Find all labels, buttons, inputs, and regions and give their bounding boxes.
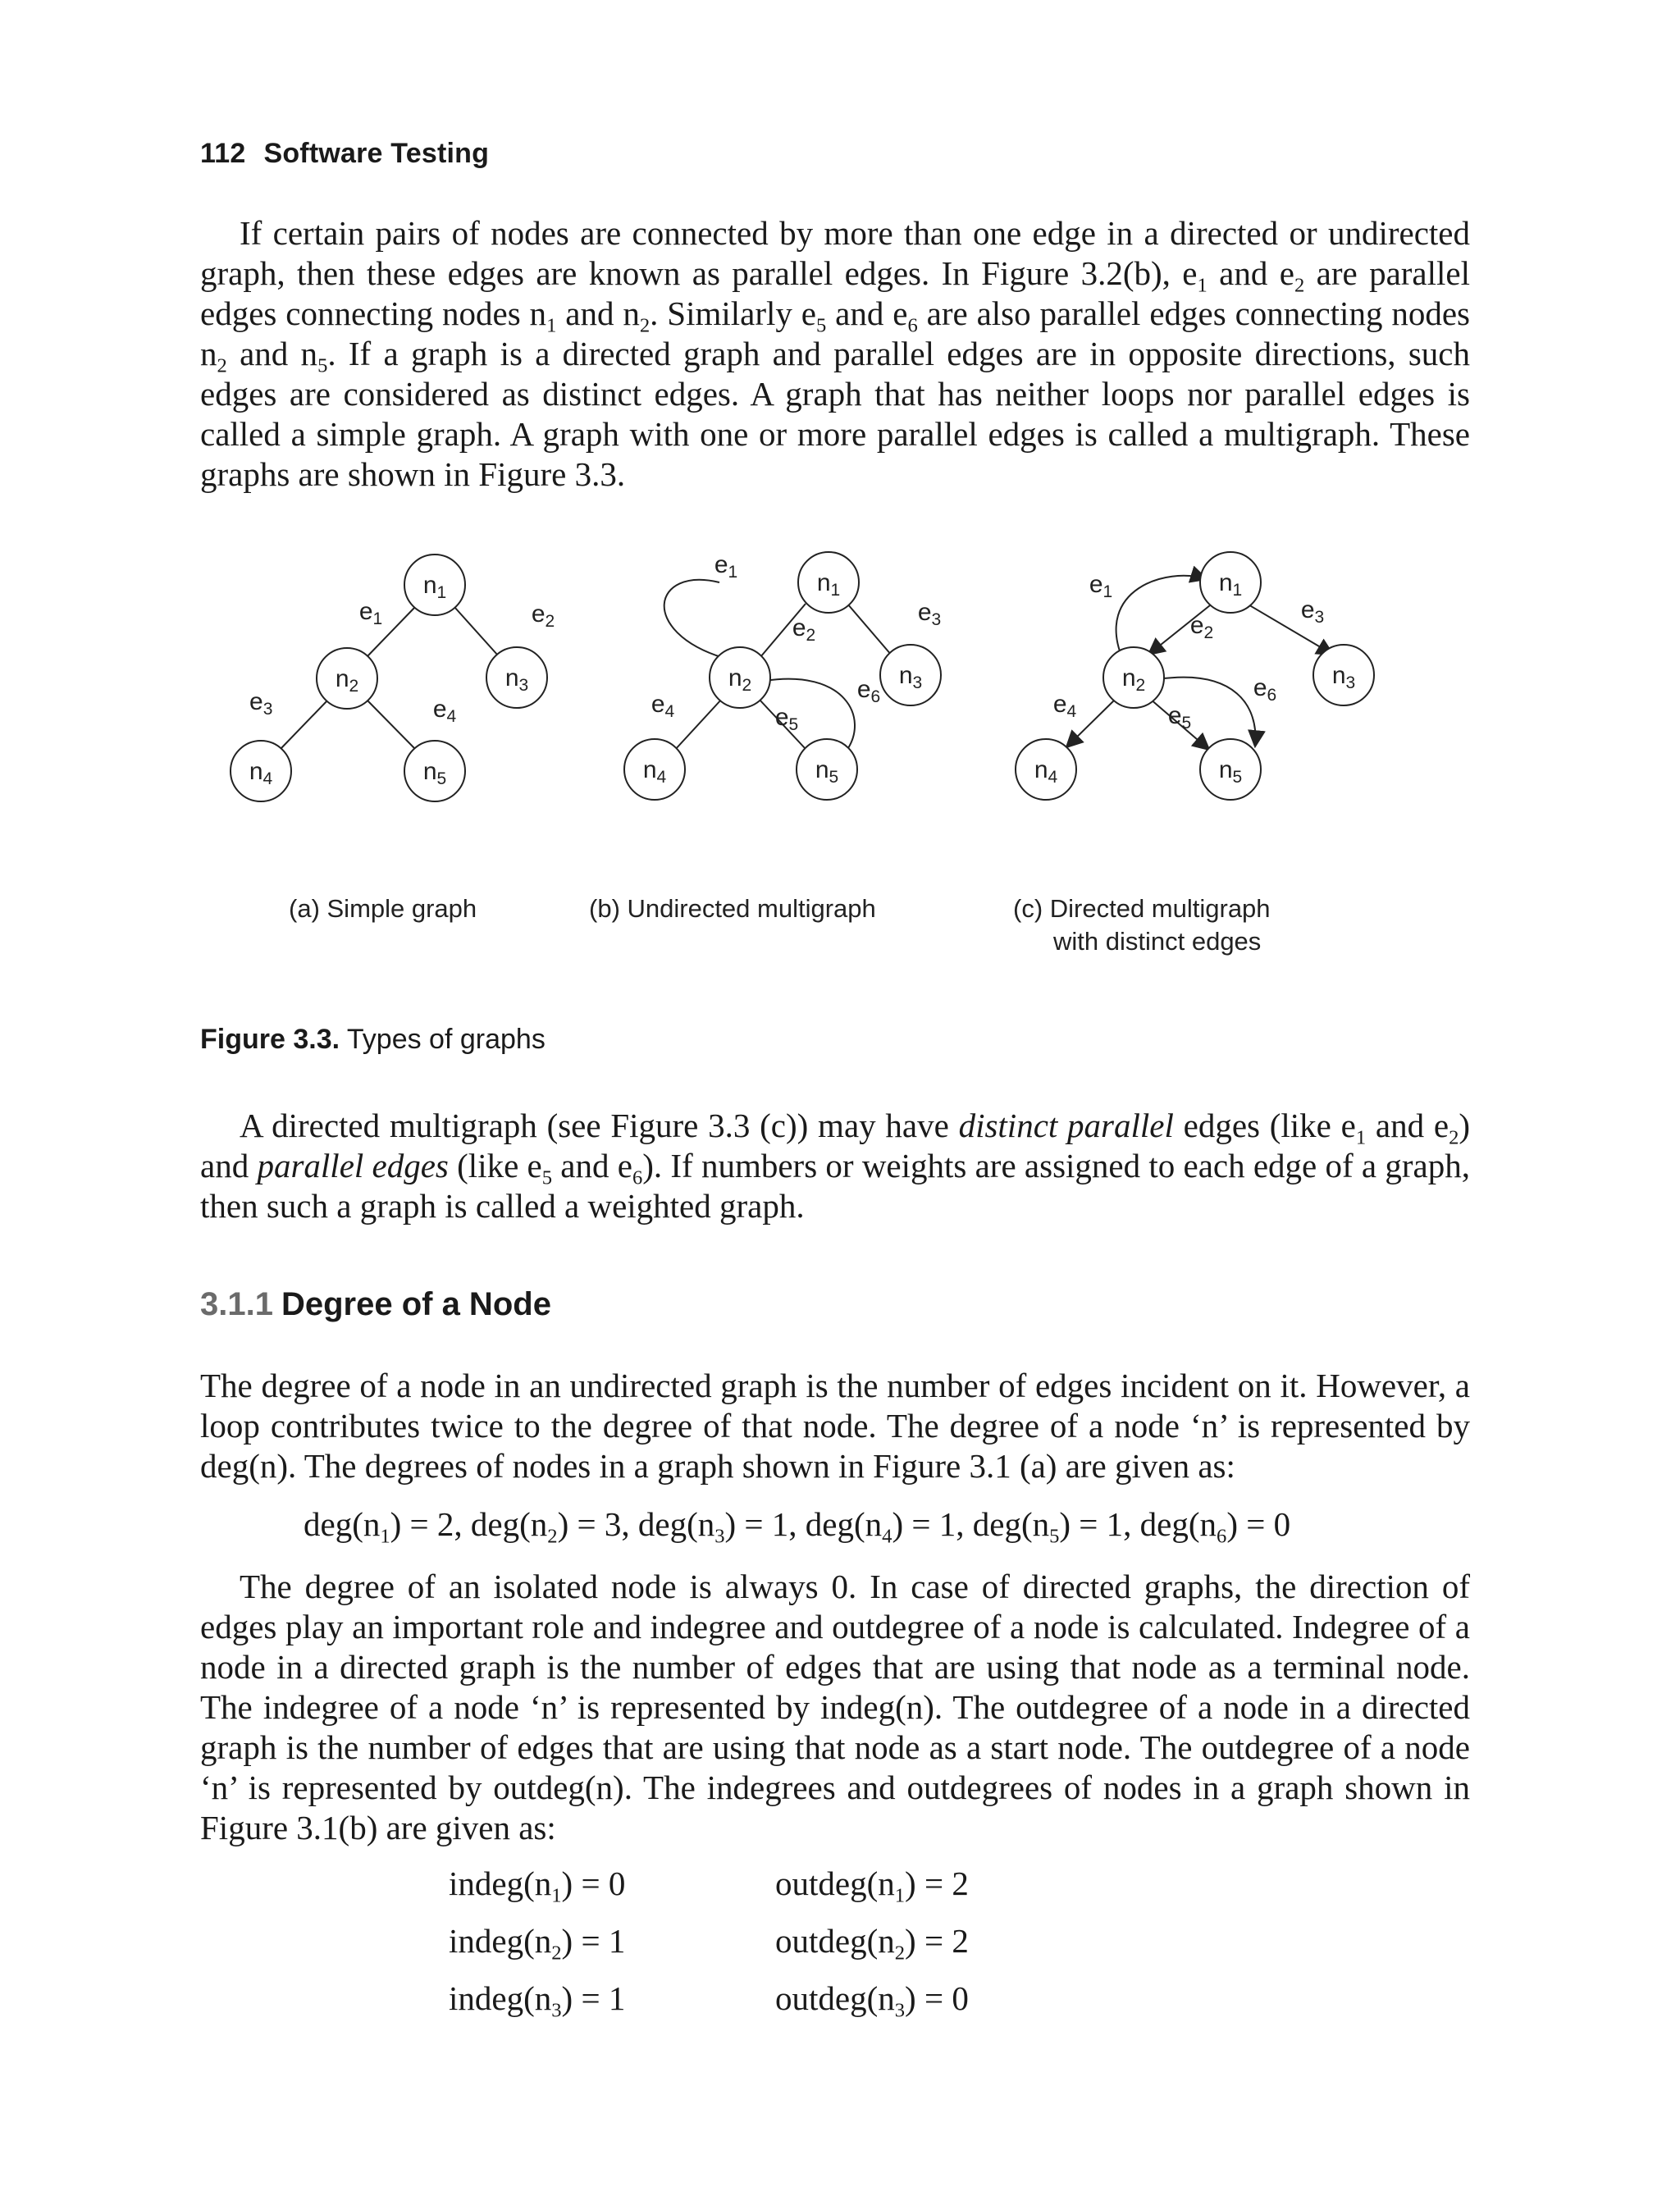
label-a-n4: $n_4$: [249, 758, 273, 788]
indeg-row-3: $indeg(n_3) = 1$: [449, 1979, 626, 2022]
label-b-n3: $n_3$: [898, 662, 923, 692]
figure-3-3: [189, 517, 1468, 976]
page-number: 112: [200, 138, 246, 169]
subcaption-c-line2: with distinct edges: [1053, 927, 1262, 956]
section-number: 3.1.1: [200, 1286, 273, 1322]
label-a-n1: $n_1$: [422, 572, 447, 602]
outdeg-row-1: $outdeg(n_1) = 2$: [775, 1865, 969, 1907]
indeg-row-1: $indeg(n_1) = 0$: [449, 1865, 626, 1907]
running-title: Software Testing: [263, 138, 490, 169]
label-c-e1: $e_1$: [1089, 571, 1113, 601]
label-c-n1: $n_1$: [1218, 569, 1243, 600]
label-b-e1: $e_1$: [714, 551, 738, 582]
edge-b-e3: [847, 604, 892, 655]
label-c-n5: $n_5$: [1218, 756, 1243, 787]
label-b-e5: $e_5$: [774, 704, 799, 734]
label-c-e5: $e_5$: [1167, 702, 1192, 733]
edge-a-e3: [281, 700, 328, 749]
graph-b-undirected-multigraph: [589, 551, 941, 923]
label-c-n2: $n_2$: [1121, 664, 1146, 695]
graph-a-simple: [231, 555, 555, 923]
label-a-e4: $e_4$: [432, 696, 457, 726]
running-header: [200, 138, 489, 170]
section-heading: [200, 1286, 551, 1323]
label-c-n3: $n_3$: [1331, 662, 1356, 692]
label-a-n5: $n_5$: [422, 758, 447, 788]
label-a-e3: $e_3$: [249, 688, 273, 719]
label-c-n4: $n_4$: [1034, 756, 1058, 787]
label-b-e6: $e_6$: [856, 676, 881, 706]
intro-paragraph: If certain pairs of nodes are connected by more than one edge in a directed or undirected graph, then these edges are known as parallel edges. In Figure 3.2(b), $e_1$ and $e_2$ are parallel edges connecting nodes $n_1$ and $n_2$. Similarly $e_5$ and $e_6$ are also parallel edges connecting nodes $n_2$ and $n_5$. If a graph is a directed graph and parallel edges are in opposite directions, such edges are considered as distinct edges. A graph that has neither loops nor parallel edges is called a simple graph. A graph with one or more parallel edges is called a multigraph. These graphs are shown in Figure 3.3.: [200, 214, 1470, 493]
graph-c-directed-multigraph: [1013, 552, 1374, 956]
section-title: Degree of a Node: [281, 1286, 551, 1322]
edge-b-e1: [664, 580, 724, 658]
degree-equation: $deg(n_1) = 2$, $deg(n_2) = 3$, $deg(n_3) = 1$, $deg(n_4) = 1$, $deg(n_5) = 1$, $deg(n_6) = 0$: [304, 1505, 1291, 1548]
label-b-n5: $n_5$: [815, 756, 839, 787]
label-b-n4: $n_4$: [642, 756, 667, 787]
outdeg-row-3: $outdeg(n_3) = 0$: [775, 1979, 969, 2022]
label-a-n2: $n_2$: [335, 665, 359, 696]
paragraph-degree-definition: The degree of a node in an undirected graph is the number of edges incident on it. However, a loop contributes twice to the degree of that node. The degree of a node ‘n’ is represented by deg(n). The degrees of nodes in a graph shown in Figure 3.1 (a) are given as:: [200, 1367, 1470, 1485]
label-b-e2: $e_2$: [792, 614, 816, 645]
figure-caption: Figure 3.3. Types of graphs: [200, 1024, 546, 1055]
label-a-e1: $e_1$: [358, 598, 383, 628]
edge-b-e4: [674, 699, 722, 751]
edge-a-e2: [454, 607, 498, 655]
label-b-n1: $n_1$: [816, 569, 841, 600]
label-c-e6: $e_6$: [1253, 674, 1277, 705]
outdeg-row-2: $outdeg(n_2) = 2$: [775, 1922, 969, 1965]
label-b-e3: $e_3$: [917, 599, 942, 629]
paragraph-directed-multigraph: A directed multigraph (see Figure 3.3 (c)) may have distinct parallel edges (like $e_1$ and $e_2$) and parallel edges (like $e_5$ and $e_6$). If numbers or weights are assigned to each edge of a graph, then such a graph is called a weighted graph.: [200, 1107, 1471, 1225]
label-c-e4: $e_4$: [1052, 691, 1077, 721]
label-c-e2: $e_2$: [1189, 612, 1214, 642]
subcaption-c-line1: (c) Directed multigraph: [1013, 894, 1271, 923]
paragraph-indegree-outdegree: The degree of an isolated node is always 0. In case of directed graphs, the direction of edges play an important role and indegree and outdegree of a node is calculated. Indegree of a node in a directed graph is the number of edges that are using that node as a terminal node. The indegree of a node ‘n’ is represented by indeg(n). The outdegree of a node in a directed graph is the number of edges that are using that node as a start node. The outdegree of a node ‘n’ is represented by outdeg(n). The indegrees and outdegrees of nodes in a graph shown in Figure 3.1(b) are given as:: [200, 1568, 1470, 1846]
label-a-n3: $n_3$: [504, 664, 529, 695]
label-a-e2: $e_2$: [531, 600, 555, 631]
indeg-row-2: $indeg(n_2) = 1$: [449, 1922, 626, 1965]
label-b-e4: $e_4$: [651, 691, 675, 721]
label-c-e3: $e_3$: [1300, 596, 1325, 627]
subcaption-b: (b) Undirected multigraph: [589, 894, 876, 923]
subcaption-a: (a) Simple graph: [289, 894, 477, 923]
edge-a-e4: [367, 700, 415, 749]
label-b-n2: $n_2$: [728, 664, 752, 695]
